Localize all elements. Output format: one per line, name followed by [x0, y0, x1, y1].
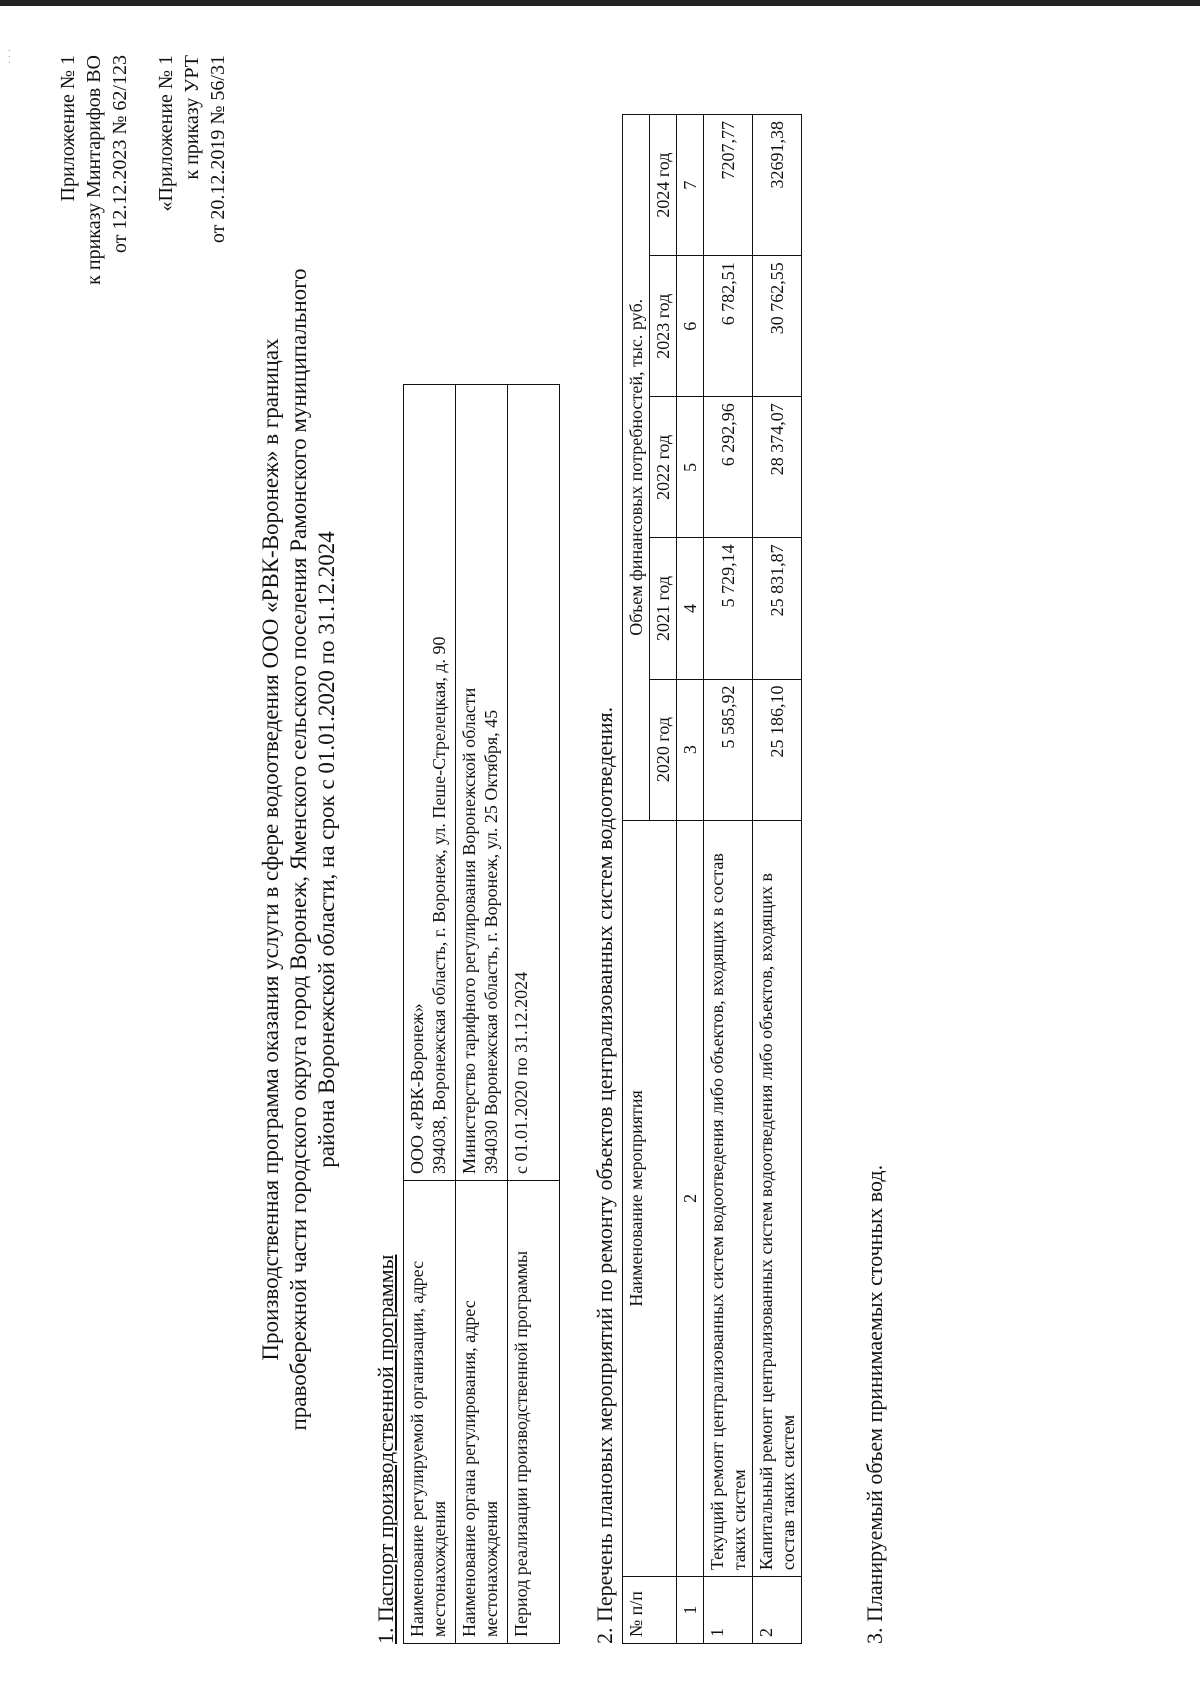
appendix-line: «Приложение № 1 [155, 55, 177, 212]
column-number: 1 [677, 1577, 704, 1644]
header-event-name: Наименование мероприятия [623, 820, 677, 1577]
passport-value [404, 385, 456, 1181]
repair-events-table [622, 114, 802, 1644]
section-2-title: 2. Перечень плановых мероприятий по ремонту объектов централизованных систем водоотведения. [592, 706, 617, 1644]
table-row [404, 385, 456, 1644]
header-year: 2024 год [650, 115, 677, 256]
title-line: правобережной части городского округа город Воронеж, Яменского сельского поселения Рамонского муниципального [286, 268, 311, 1431]
document-title [257, 75, 341, 1624]
title-line: Производственная программа оказания услуги в сфере водоотведения ООО «РВК-Воронеж» в границах [258, 338, 283, 1361]
header-financial-volume: Объем финансовых потребностей, тыс. руб. [623, 115, 650, 821]
event-value: 25 186,10 [753, 679, 802, 820]
column-number: 2 [677, 820, 704, 1577]
title-line: района Воронежской области, на срок с 01.01.2020 по 31.12.2024 [314, 531, 339, 1168]
event-value: 6 782,51 [704, 256, 753, 397]
column-number: 4 [677, 538, 704, 679]
passport-value [456, 385, 508, 1181]
column-number: 5 [677, 397, 704, 538]
table-row [508, 385, 560, 1644]
table-row [753, 115, 802, 1644]
event-value: 30 762,55 [753, 256, 802, 397]
event-value: 25 831,87 [753, 538, 802, 679]
event-value: 6 292,96 [704, 397, 753, 538]
section-3-title: 3. Планируемый объем принимаемых сточных вод. [862, 1164, 887, 1644]
event-value: 5 585,92 [704, 679, 753, 820]
table-row [456, 385, 508, 1644]
passport-value-line: Министерство тарифного регулирования Воронежской области [459, 687, 479, 1174]
row-number: 1 [704, 1577, 753, 1644]
header-year: 2020 год [650, 679, 677, 820]
passport-label: Наименование органа регулирования, адрес местонахождения [456, 1181, 508, 1644]
header-year: 2023 год [650, 256, 677, 397]
appendix-reference [55, 55, 231, 1644]
passport-value-line: 394038, Воронежская область, г. Воронеж, ул. Пеше-Стрелецкая, д. 90 [429, 636, 449, 1174]
appendix-line: к приказу УРТ [181, 55, 203, 180]
event-value: 28 374,07 [753, 397, 802, 538]
header-year: 2022 год [650, 397, 677, 538]
row-number: 2 [753, 1577, 802, 1644]
passport-value-line: 394030 Воронежская область, г. Воронеж, ул. 25 Октября, 45 [481, 709, 501, 1174]
section-1-title: 1. Паспорт производственной программы [373, 1254, 398, 1644]
passport-label: Период реализации производственной программы [508, 1181, 560, 1644]
appendix-line: от 20.12.2019 № 56/31 [207, 55, 229, 244]
table-header-row [623, 115, 650, 1644]
appendix-line: от 12.12.2023 № 62/123 [109, 55, 131, 254]
column-number: 6 [677, 256, 704, 397]
appendix-line: Приложение № 1 [57, 55, 79, 202]
event-value: 7207,77 [704, 115, 753, 256]
header-year: 2021 год [650, 538, 677, 679]
column-number: 7 [677, 115, 704, 256]
column-number-row [677, 115, 704, 1644]
passport-value-line: ООО «РВК-Воронеж» [407, 1003, 427, 1174]
event-name: Текущий ремонт централизованных систем водоотведения либо объектов, входящих в состав таких систем [704, 820, 753, 1577]
passport-table [403, 384, 560, 1644]
passport-label: Наименование регулируемой организации, адрес местонахождения [404, 1181, 456, 1644]
scan-right-edge [0, 0, 1200, 6]
event-value: 5 729,14 [704, 538, 753, 679]
appendix-line: к приказу Минтарифов ВО [83, 55, 105, 285]
header-number: № п/п [623, 1577, 677, 1644]
passport-value-line: с 01.01.2020 по 31.12.2024 [511, 971, 531, 1174]
passport-value [508, 385, 560, 1181]
event-name: Капитальный ремонт централизованных систем водоотведения либо объектов, входящих в состав таких систем [753, 820, 802, 1577]
event-value: 32691,38 [753, 115, 802, 256]
column-number: 3 [677, 679, 704, 820]
table-row [704, 115, 753, 1644]
scan-noise: · · · [5, 49, 16, 64]
